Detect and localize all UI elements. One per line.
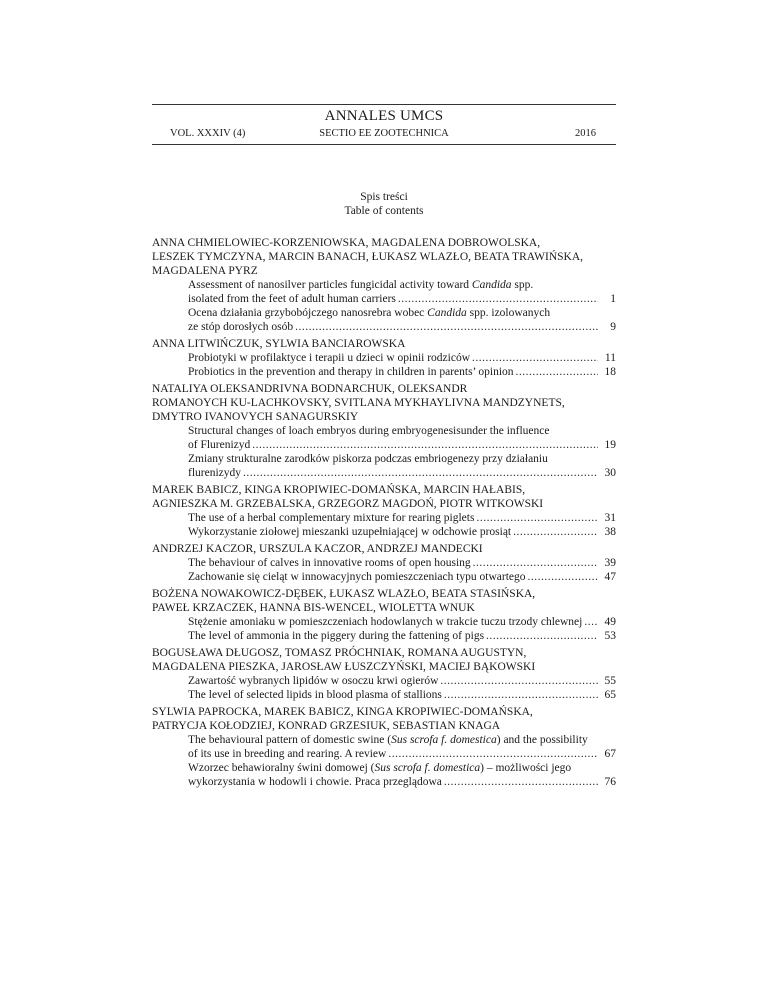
title-line [188,525,616,539]
toc-entry [152,587,616,643]
toc-heading-en: Table of contents [344,205,424,217]
entry-authors: MAREK BABICZ, KINGA KROPIWIEC-DOMAŃSKA, MARCIN HAŁABIS, [152,484,526,496]
title-text: Wzorzec behawioralny świni domowej (Sus scrofa f. domestica) – możliwości jego [188,762,572,774]
title-text: flurenizydy [188,467,242,479]
toc-heading-pl: Spis treści [360,191,408,203]
title-line [188,733,616,747]
page-number: 55 [604,675,616,687]
leader-dots [528,570,598,584]
entry-authors: LESZEK TYMCZYNA, MARCIN BANACH, ŁUKASZ WLAZŁO, BEATA TRAWIŃSKA, [152,251,584,263]
entry-authors: BOGUSŁAWA DŁUGOSZ, TOMASZ PRÓCHNIAK, ROMANA AUGUSTYN, [152,647,527,659]
leader-dots [440,674,598,688]
entry-authors: BOŻENA NOWAKOWICZ-DĘBEK, ŁUKASZ WLAZŁO, BEATA STASIŃSKA, [152,588,536,600]
title-text: The behaviour of calves in innovative rooms of open housing [188,557,471,569]
title-line [188,424,616,438]
header-bottom-rule [152,144,616,145]
leader-dots [513,525,598,539]
page-number: 47 [604,571,616,583]
title-line [188,615,616,629]
page-number: 31 [604,512,616,524]
title-text: Probiotyki w profilaktyce i terapii u dzieci w opinii rodziców [188,352,470,364]
title-line [188,629,616,643]
entry-titles [152,351,616,379]
page-number: 67 [604,748,616,760]
leader-dots [398,292,598,306]
leader-dots [473,556,598,570]
title-text: Zawartość wybranych lipidów w osoczu krwi ogierów [188,675,439,687]
title-text: Ocena działania grzybobójczego nanosrebra wobec Candida spp. izolowanych [188,307,551,319]
title-text: ze stóp dorosłych osób [188,321,294,333]
entry-titles [152,511,616,539]
page-number: 65 [604,689,616,701]
title-text: Zmiany strukturalne zarodków piskorza podczas embriogenezy przy działaniu [188,453,548,465]
entry-authors: NATALIYA OLEKSANDRIVNA BODNARCHUK, OLEKSANDR [152,383,468,395]
title-text: Structural changes of loach embryos during embryogenesisunder the influence [188,425,550,437]
entry-titles [152,556,616,584]
leader-dots [486,629,598,643]
entry-authors: ANNA CHMIELOWIEC-KORZENIOWSKA, MAGDALENA DOBROWOLSKA, [152,237,541,249]
title-line [188,775,616,789]
entry-titles [152,733,616,789]
entry-titles [152,674,616,702]
entry-authors: PATRYCJA KOŁODZIEJ, KONRAD GRZESIUK, SEBASTIAN KNAGA [152,720,501,732]
title-line [188,570,616,584]
page-number: 30 [604,467,616,479]
entry-authors: SYLWIA PAPROCKA, MAREK BABICZ, KINGA KROPIWIEC-DOMAŃSKA, [152,706,533,718]
title-line [188,674,616,688]
entry-authors: MAGDALENA PYRZ [152,265,258,277]
title-text: The use of a herbal complementary mixture for rearing piglets [188,512,475,524]
title-line [188,556,616,570]
title-line [188,452,616,466]
title-line [188,351,616,365]
entry-titles [152,424,616,480]
leader-dots [516,365,598,379]
entry-authors: MAGDALENA PIESZKA, JAROSŁAW ŁUSZCZYŃSKI, MACIEJ BĄKOWSKI [152,661,536,673]
entry-authors: DMYTRO IVANOVYCH SANAGURSKIY [152,411,359,423]
entry-authors: ANDRZEJ KACZOR, URSZULA KACZOR, ANDRZEJ MANDECKI [152,543,483,555]
title-text: Wykorzystanie ziołowej mieszanki uzupełniającej w odchowie prosiąt [188,526,512,538]
entry-titles [152,278,616,334]
title-text: Zachowanie się cieląt w innowacyjnych pomieszczeniach typu otwartego [188,571,526,583]
title-text: wykorzystania w hodowli i chowie. Praca przeglądowa [188,776,442,788]
page-number: 49 [604,616,616,628]
volume-label: VOL. XXXIV (4) [170,128,246,139]
title-line [188,320,616,334]
entry-authors: PAWEŁ KRZACZEK, HANNA BIS-WENCEL, WIOLETTA WNUK [152,602,475,614]
page-number: 19 [604,439,616,451]
entry-titles [152,615,616,643]
leader-dots [472,351,598,365]
title-line [188,466,616,480]
toc-heading [152,190,616,218]
title-line [188,688,616,702]
title-text: isolated from the feet of adult human carriers [188,293,396,305]
page-number: 39 [604,557,616,569]
page-number: 9 [610,321,616,333]
leader-dots [444,775,598,789]
page-number: 53 [604,630,616,642]
page-number: 11 [604,352,616,364]
title-line [188,747,616,761]
page-number: 18 [604,366,616,378]
title-line [188,306,616,320]
title-text: of Flurenizyd [188,439,251,451]
leader-dots [243,466,598,480]
leader-dots [476,511,598,525]
leader-dots [388,747,598,761]
leader-dots [252,438,598,452]
title-text: The level of selected lipids in blood plasma of stallions [188,689,442,701]
journal-title: ANNALES UMCS [324,108,444,124]
page-number: 76 [604,776,616,788]
entry-authors: ANNA LITWIŃCZUK, SYLWIA BANCIAROWSKA [152,338,406,350]
section-label: SECTIO EE ZOOTECHNICA [319,128,449,139]
toc-entry [152,542,616,584]
leader-dots [295,320,598,334]
page-number: 38 [604,526,616,538]
title-text: Assessment of nanosilver particles fungicidal activity toward Candida spp. [188,279,534,291]
toc-entry [152,337,616,379]
toc-entry [152,646,616,702]
year-label: 2016 [575,128,596,139]
title-line [188,365,616,379]
toc-entry [152,236,616,334]
header-top-rule [152,104,616,105]
title-line [188,292,616,306]
title-text: Stężenie amoniaku w pomieszczeniach hodowlanych w trakcie tuczu trzody chlewnej [188,616,583,628]
title-text: The level of ammonia in the piggery during the fattening of pigs [188,630,485,642]
page-number: 1 [610,293,616,305]
title-line [188,438,616,452]
leader-dots [584,615,598,629]
toc-entry [152,705,616,789]
toc-entry [152,382,616,480]
entry-authors: ROMANOYCH KU-LACHKOVSKY, SVITLANA MYKHAYLIVNA MANDZYNETS, [152,397,565,409]
toc-entry [152,483,616,539]
leader-dots [444,688,598,702]
title-line [188,761,616,775]
title-text: of its use in breeding and rearing. A review [188,748,387,760]
entry-authors: AGNIESZKA M. GRZEBALSKA, GRZEGORZ MAGDOŃ, PIOTR WITKOWSKI [152,498,544,510]
table-of-contents [152,236,616,792]
title-line [188,278,616,292]
title-text: Probiotics in the prevention and therapy in children in parents’ opinion [188,366,514,378]
title-text: The behavioural pattern of domestic swine (Sus scrofa f. domestica) and the possibility [188,734,588,746]
title-line [188,511,616,525]
